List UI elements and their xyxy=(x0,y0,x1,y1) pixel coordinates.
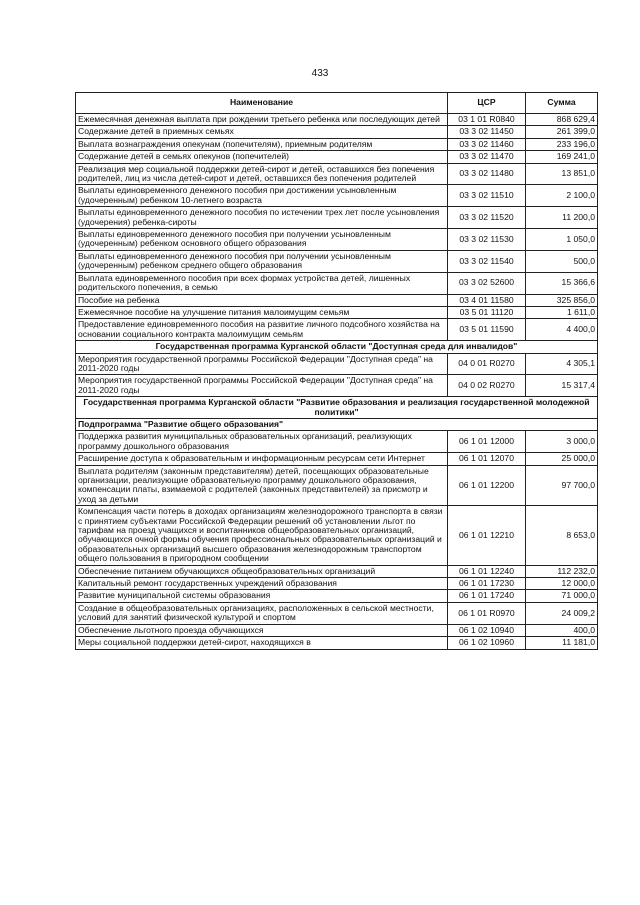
row-csr: 06 1 01 12210 xyxy=(448,506,526,565)
row-name: Выплаты единовременного денежного пособия при достижении усыновленным (удочеренным) ребенком 10-летнего возраста xyxy=(76,185,448,207)
table-row xyxy=(76,114,598,126)
row-csr: 04 0 01 R0270 xyxy=(448,353,526,375)
row-csr: 03 3 02 52600 xyxy=(448,272,526,294)
table-row xyxy=(76,602,598,624)
row-name: Обеспечение питанием обучающихся общеобразовательных организаций xyxy=(76,565,448,577)
row-sum: 12 000,0 xyxy=(526,578,598,590)
row-sum: 261 399,0 xyxy=(526,126,598,138)
row-sum: 169 241,0 xyxy=(526,151,598,163)
row-sum: 2 100,0 xyxy=(526,185,598,207)
table-row xyxy=(76,578,598,590)
row-csr: 03 1 01 R0840 xyxy=(448,114,526,126)
table-row xyxy=(76,294,598,306)
row-name: Обеспечение льготного проезда обучающихся xyxy=(76,624,448,636)
row-name: Пособие на ребенка xyxy=(76,294,448,306)
row-sum: 24 009,2 xyxy=(526,602,598,624)
row-sum: 1 611,0 xyxy=(526,306,598,318)
row-sum: 1 050,0 xyxy=(526,229,598,251)
row-name: Выплата родителям (законным представителям) детей, посещающих образовательные организации, реализующие образовательную программу дошкольного образования, компенсации платы, взимаемой с родителей (законных представителей) за присмотр и уход за детьми xyxy=(76,465,448,506)
row-sum: 868 629,4 xyxy=(526,114,598,126)
row-name: Ежемесячное пособие на улучшение питания малоимущим семьям xyxy=(76,306,448,318)
row-name: Расширение доступа к образовательным и информационным ресурсам сети Интернет xyxy=(76,453,448,465)
table-row xyxy=(76,126,598,138)
row-sum: 11 181,0 xyxy=(526,637,598,649)
table-body xyxy=(76,114,598,650)
row-csr: 03 5 01 11590 xyxy=(448,319,526,341)
row-sum: 8 653,0 xyxy=(526,506,598,565)
row-csr: 03 3 02 11530 xyxy=(448,229,526,251)
row-csr: 06 1 01 17240 xyxy=(448,590,526,602)
row-name: Выплата единовременного пособия при всех формах устройства детей, лишенных родительского попечения, в семью xyxy=(76,272,448,294)
table-row xyxy=(76,565,598,577)
row-sum: 112 232,0 xyxy=(526,565,598,577)
row-csr: 03 3 02 11460 xyxy=(448,138,526,150)
table-header-row xyxy=(76,93,598,114)
row-sum: 13 851,0 xyxy=(526,163,598,185)
section-row xyxy=(76,397,598,419)
table-row xyxy=(76,590,598,602)
header-csr: ЦСР xyxy=(448,93,526,114)
row-csr: 06 1 01 17230 xyxy=(448,578,526,590)
row-sum: 400,0 xyxy=(526,624,598,636)
row-sum: 500,0 xyxy=(526,250,598,272)
table-row xyxy=(76,272,598,294)
row-name: Капитальный ремонт государственных учреждений образования xyxy=(76,578,448,590)
row-sum: 71 000,0 xyxy=(526,590,598,602)
table-row xyxy=(76,624,598,636)
row-csr: 06 1 01 12000 xyxy=(448,431,526,453)
table-row xyxy=(76,465,598,506)
row-name: Ежемесячная денежная выплата при рождении третьего ребенка или последующих детей xyxy=(76,114,448,126)
table-row xyxy=(76,185,598,207)
row-sum: 4 305,1 xyxy=(526,353,598,375)
table-row xyxy=(76,319,598,341)
table-row xyxy=(76,353,598,375)
row-sum: 97 700,0 xyxy=(526,465,598,506)
page-number: 433 xyxy=(311,68,329,79)
row-csr: 03 3 02 11510 xyxy=(448,185,526,207)
section-title: Государственная программа Курганской области "Развитие образования и реализация государственной молодежной политики" xyxy=(76,397,598,419)
row-csr: 06 1 02 10960 xyxy=(448,637,526,649)
row-name: Создание в общеобразовательных организациях, расположенных в сельской местности, условий для занятий физической культурой и спортом xyxy=(76,602,448,624)
table-row xyxy=(76,431,598,453)
row-sum: 233 196,0 xyxy=(526,138,598,150)
row-name: Выплаты единовременного денежного пособия при получении усыновленным (удочеренным) ребенком среднего общего образования xyxy=(76,250,448,272)
header-sum: Сумма xyxy=(526,93,598,114)
row-name: Выплаты единовременного денежного пособия при получении усыновленным (удочеренным) ребенком основного общего образования xyxy=(76,229,448,251)
row-csr: 03 4 01 11580 xyxy=(448,294,526,306)
table-row xyxy=(76,250,598,272)
row-sum: 325 856,0 xyxy=(526,294,598,306)
row-name: Выплаты единовременного денежного пособия по истечении трех лет после усыновления (удочерения) ребенка-сироты xyxy=(76,207,448,229)
row-csr: 03 3 02 11470 xyxy=(448,151,526,163)
row-sum: 3 000,0 xyxy=(526,431,598,453)
section-title: Государственная программа Курганской области "Доступная среда для инвалидов" xyxy=(76,341,598,353)
row-name: Мероприятия государственной программы Российской Федерации "Доступная среда" на 2011-2020 годы xyxy=(76,353,448,375)
row-csr: 03 3 02 11540 xyxy=(448,250,526,272)
row-name: Содержание детей в приемных семьях xyxy=(76,126,448,138)
row-name: Содержание детей в семьях опекунов (попечителей) xyxy=(76,151,448,163)
row-sum: 25 000,0 xyxy=(526,453,598,465)
row-sum: 15 317,4 xyxy=(526,375,598,397)
row-name: Меры социальной поддержки детей-сирот, находящихся в xyxy=(76,637,448,649)
table-row xyxy=(76,375,598,397)
row-csr: 03 3 02 11480 xyxy=(448,163,526,185)
row-name: Мероприятия государственной программы Российской Федерации "Доступная среда" на 2011-2020 годы xyxy=(76,375,448,397)
row-name: Развитие муниципальной системы образования xyxy=(76,590,448,602)
row-name: Поддержка развития муниципальных образовательных организаций, реализующих программу дошкольного образования xyxy=(76,431,448,453)
row-csr: 06 1 01 R0970 xyxy=(448,602,526,624)
table-row xyxy=(76,138,598,150)
row-csr: 06 1 01 12240 xyxy=(448,565,526,577)
row-csr: 06 1 01 12070 xyxy=(448,453,526,465)
row-csr: 03 3 02 11520 xyxy=(448,207,526,229)
subsection-title: Подпрограмма "Развитие общего образования" xyxy=(76,418,598,430)
table-row xyxy=(76,306,598,318)
table-row xyxy=(76,163,598,185)
header-name: Наименование xyxy=(76,93,448,114)
row-csr: 03 3 02 11450 xyxy=(448,126,526,138)
row-csr: 04 0 02 R0270 xyxy=(448,375,526,397)
budget-table xyxy=(75,92,598,650)
row-sum: 15 366,6 xyxy=(526,272,598,294)
row-sum: 11 200,0 xyxy=(526,207,598,229)
row-name: Реализация мер социальной поддержки детей-сирот и детей, оставшихся без попечения родителей, лиц из числа детей-сирот и детей, оставшихся без попечения родителей xyxy=(76,163,448,185)
row-name: Компенсация части потерь в доходах организациям железнодорожного транспорта в связи с принятием субъектами Российской Федерации решений об установлении льгот по тарифам на проезд учащихся и воспитанников общеобразовательных организаций, обучающихся очной формы обучения профессиональных образовательных организаций и образовательных организаций высшего образования железнодорожным транспортом общего пользования в пригородном сообщении xyxy=(76,506,448,565)
row-name: Предоставление единовременного пособия на развитие личного подсобного хозяйства на основании социального контракта малоимущим семьям xyxy=(76,319,448,341)
table-row xyxy=(76,151,598,163)
section-row xyxy=(76,341,598,353)
table-row xyxy=(76,207,598,229)
row-sum: 4 400,0 xyxy=(526,319,598,341)
row-csr: 03 5 01 11120 xyxy=(448,306,526,318)
row-name: Выплата вознаграждения опекунам (попечителям), приемным родителям xyxy=(76,138,448,150)
table-row xyxy=(76,229,598,251)
table-row xyxy=(76,637,598,649)
row-csr: 06 1 01 12200 xyxy=(448,465,526,506)
subsection-row xyxy=(76,418,598,430)
table-row xyxy=(76,506,598,565)
row-csr: 06 1 02 10940 xyxy=(448,624,526,636)
table-row xyxy=(76,453,598,465)
